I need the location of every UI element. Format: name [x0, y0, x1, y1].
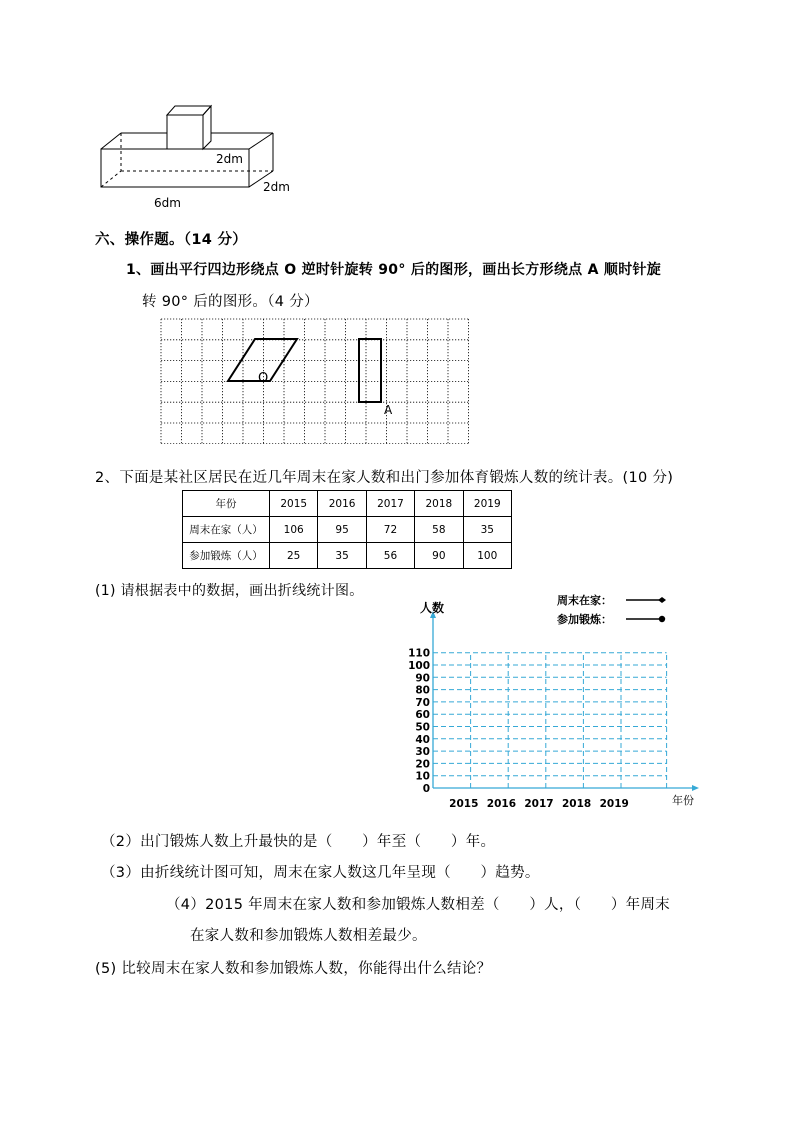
table-cell: 35 — [318, 543, 366, 569]
cuboid-figure — [90, 95, 310, 215]
sub-question-2: （2）出门锻炼人数上升最快的是（ ）年至（ ）年。 — [101, 834, 496, 850]
y-tick-label: 80 — [415, 684, 430, 697]
point-o-label: O — [258, 371, 269, 386]
table-cell: 参加锻炼（人） — [183, 543, 270, 569]
table-cell: 72 — [366, 517, 414, 543]
y-tick-label: 110 — [408, 647, 430, 660]
x-axis-title: 年份 — [672, 794, 694, 807]
y-tick-label: 40 — [415, 733, 430, 746]
x-tick-label: 2015 — [449, 798, 479, 810]
y-tick-label: 100 — [408, 660, 430, 672]
y-tick-label: 70 — [415, 696, 430, 709]
table-row — [183, 543, 512, 569]
table-cell: 2015 — [270, 491, 318, 517]
table-cell: 2016 — [318, 491, 366, 517]
q1-line2: 转 90° 后的图形。（4 分） — [142, 294, 319, 310]
rectangle-shape — [359, 339, 381, 402]
y-tick-label: 30 — [415, 746, 430, 759]
table-cell: 周末在家（人） — [183, 517, 270, 543]
height-label: 2dm — [216, 152, 243, 166]
table-cell: 35 — [463, 517, 511, 543]
table-cell: 56 — [366, 543, 414, 569]
legend-label: 周末在家： — [557, 594, 612, 607]
legend-marker-diamond — [658, 597, 666, 603]
y-tick-label: 90 — [415, 672, 430, 685]
table-cell: 25 — [270, 543, 318, 569]
line-chart — [400, 588, 710, 816]
y-tick-label: 50 — [415, 721, 430, 734]
x-tick-label: 2018 — [561, 798, 592, 810]
sub-question-3: （3）由折线统计图可知，周末在家人数这几年呈现（ ）趋势。 — [101, 865, 540, 881]
rotation-grid — [160, 318, 470, 444]
table-cell: 2017 — [366, 491, 414, 517]
table-cell: 58 — [415, 517, 463, 543]
table-cell: 106 — [270, 517, 318, 543]
table-cell: 2019 — [463, 491, 511, 517]
sub-question-4-line1: （4）2015 年周末在家人数和参加锻炼人数相差（ ）人，（ ）年周末 — [166, 897, 671, 913]
y-tick-label: 60 — [415, 709, 430, 722]
table-cell: 100 — [463, 543, 511, 569]
length-label: 6dm — [154, 196, 181, 210]
sub-question-4-line2: 在家人数和参加锻炼人数相差最少。 — [190, 928, 427, 944]
x-axis-arrow — [692, 785, 699, 791]
q1-line1: 1、画出平行四边形绕点 O 逆时针旋转 90° 后的图形，画出长方形绕点 A 顺时针旋 — [126, 262, 662, 278]
section-heading: 六、操作题。（14 分） — [95, 232, 248, 248]
legend-label: 参加锻炼： — [557, 613, 612, 626]
q2-intro: 2、下面是某社区居民在近几年周末在家人数和出门参加体育锻炼人数的统计表。(10 分) — [95, 470, 674, 486]
table-cell: 90 — [415, 543, 463, 569]
y-tick-label: 20 — [415, 758, 430, 771]
sub-question-5: (5) 比较周末在家人数和参加锻炼人数，你能得出什么结论？ — [95, 961, 492, 977]
x-tick-label: 2019 — [599, 798, 629, 810]
x-tick-label: 2016 — [486, 798, 517, 810]
table-cell: 95 — [318, 517, 366, 543]
y-axis-title: 人数 — [420, 601, 445, 615]
legend-marker-dot — [659, 616, 665, 622]
point-a-label: A — [384, 403, 393, 417]
depth-label: 2dm — [263, 180, 290, 194]
table-cell: 2018 — [415, 491, 463, 517]
table-header-row — [183, 491, 512, 517]
table-cell: 年份 — [183, 491, 270, 517]
statistics-table — [182, 490, 512, 569]
y-tick-label: 10 — [415, 770, 430, 783]
x-tick-label: 2017 — [524, 798, 554, 810]
table-row — [183, 517, 512, 543]
y-tick-label: 0 — [422, 783, 430, 795]
sub-question-1: (1) 请根据表中的数据，画出折线统计图。 — [95, 583, 364, 599]
